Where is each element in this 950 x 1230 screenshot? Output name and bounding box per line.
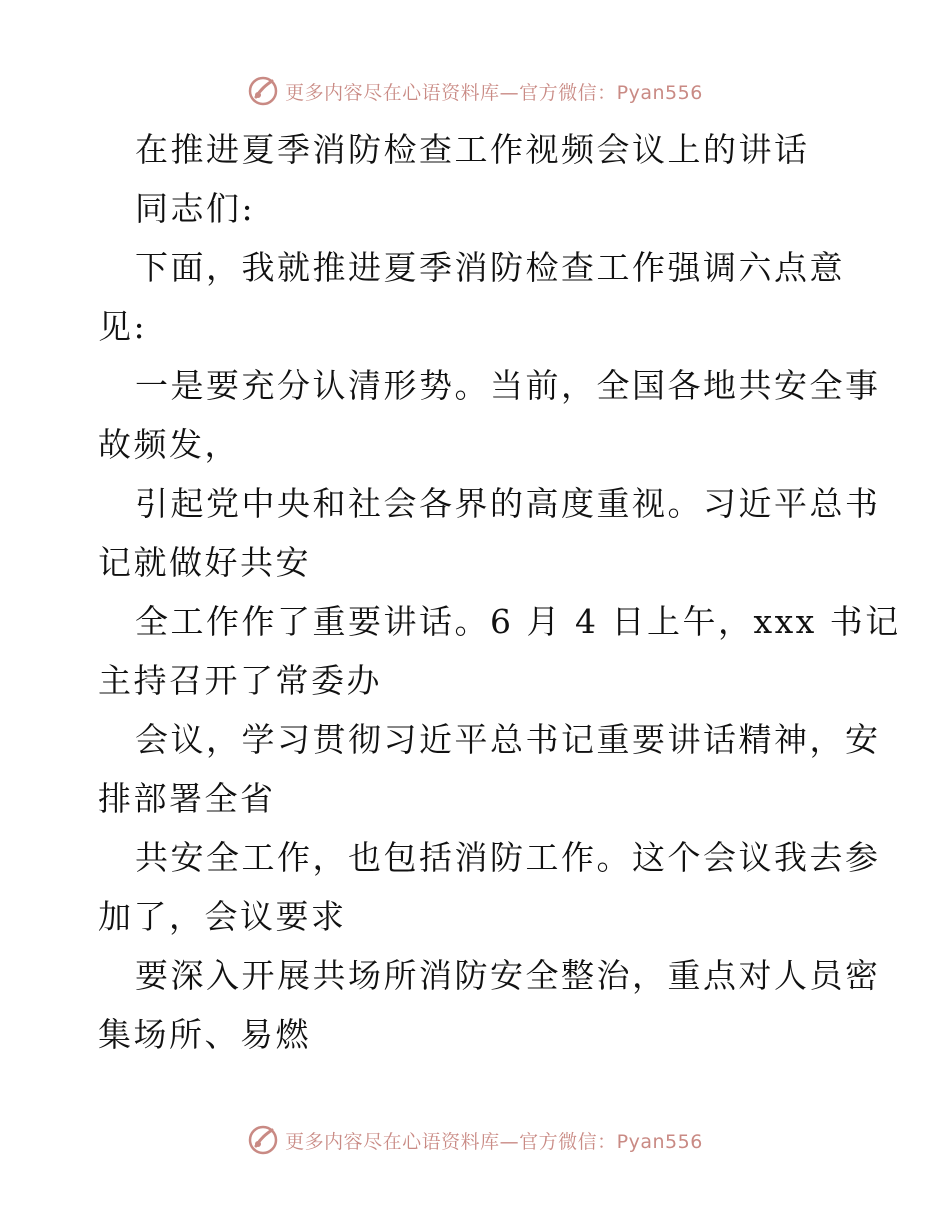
paragraph-line: 下面，我就推进夏季消防检查工作强调六点意 <box>135 248 845 287</box>
paragraph-line: 见: <box>98 307 148 346</box>
paragraph-line: 排部署全省 <box>98 779 276 818</box>
paragraph-line: 共安全工作，也包括消防工作。这个会议我去参 <box>135 838 881 877</box>
paragraph-line: 记就做好共安 <box>98 543 311 582</box>
brush-logo-icon <box>247 1124 279 1156</box>
paragraph-line: 一是要充分认清形势。当前，全国各地共安全事 <box>135 366 881 405</box>
paragraph-line: 引起党中央和社会各界的高度重视。习近平总书 <box>135 484 881 523</box>
document-body <box>98 120 901 1064</box>
paragraph-line: 加了，会议要求 <box>98 897 347 936</box>
paragraph-line: 故频发， <box>98 425 240 464</box>
paragraph-line: 要深入开展共场所消防安全整治，重点对人员密 <box>135 956 881 995</box>
paragraph-line: 主持召开了常委办 <box>98 661 382 700</box>
paragraph-line: 会议，学习贯彻习近平总书记重要讲话精神，安 <box>135 720 881 759</box>
salutation: 同志们: <box>135 189 256 228</box>
footer-watermark <box>0 1120 950 1160</box>
header-watermark <box>0 71 950 111</box>
watermark-text: 更多内容尽在心语资料库—官方微信：Pyan556 <box>285 81 703 104</box>
paragraph-line: 集场所、易燃 <box>98 1015 311 1054</box>
paragraph-line: 全工作作了重要讲话。6 月 4 日上午，xxx 书记 <box>135 602 901 641</box>
document-title: 在推进夏季消防检查工作视频会议上的讲话 <box>135 130 810 169</box>
watermark-text: 更多内容尽在心语资料库—官方微信：Pyan556 <box>285 1130 703 1153</box>
brush-logo-icon <box>247 75 279 107</box>
